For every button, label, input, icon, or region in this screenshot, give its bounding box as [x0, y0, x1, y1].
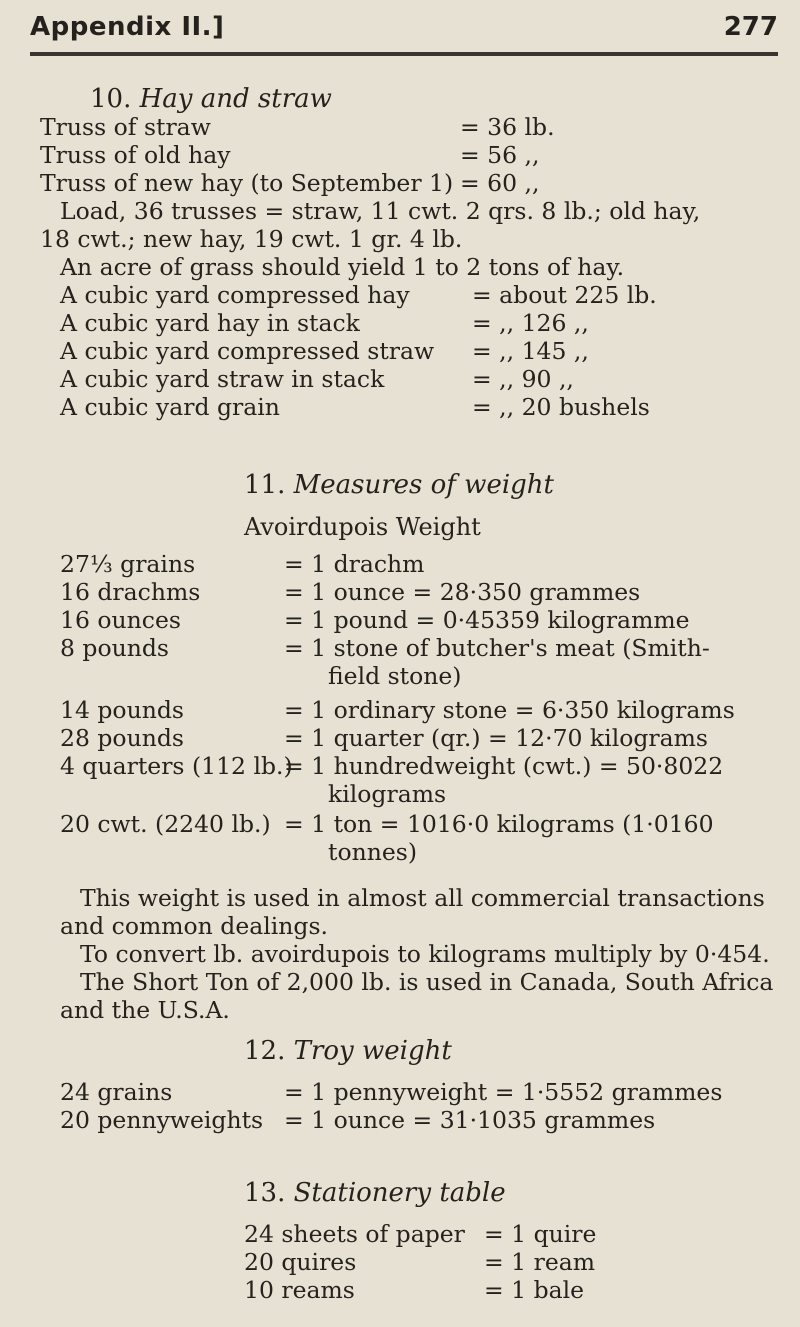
weight-unit: 8 pounds — [60, 634, 169, 662]
weight-unit: 27⅓ grains — [60, 550, 196, 578]
section-12-heading — [244, 1036, 452, 1066]
section-13-heading — [244, 1178, 506, 1208]
weight-equivalent: = 1 ordinary stone = 6·350 kilograms — [284, 696, 735, 724]
weight-equivalent: = 1 drachm — [284, 550, 425, 578]
stationery-equivalent: = 1 ream — [484, 1248, 596, 1276]
weight-equivalent: = 1 ounce = 28·350 grammes — [284, 578, 641, 606]
header-section-label: Appendix II.] — [30, 12, 225, 42]
weight-equivalent: = 1 ton = 1016·0 kilograms (1·0160 — [284, 810, 714, 838]
weight-equivalent-cont: field stone) — [328, 662, 462, 690]
section-11-number: 11. — [244, 470, 286, 500]
stationery-unit: 24 sheets of paper — [244, 1220, 465, 1248]
weight-equivalent: = 1 hundredweight (cwt.) = 50·8022 — [284, 752, 724, 780]
section-10-heading — [90, 84, 332, 114]
avoirdupois-notes — [60, 884, 780, 1024]
weight-unit: 14 pounds — [60, 696, 184, 724]
page-number: 277 — [723, 12, 778, 42]
hay-value: = 60 ,, — [460, 169, 540, 197]
hay-line: 18 cwt.; new hay, 19 cwt. 1 gr. 4 lb. — [40, 225, 463, 253]
running-header — [30, 8, 778, 60]
note-paragraph: This weight is used in almost all commercial transactions and common dealings. — [60, 884, 765, 940]
hay-value: = about 225 lb. — [472, 281, 657, 309]
hay-value: = ,, 145 ,, — [472, 337, 589, 365]
weight-unit: 4 quarters (112 lb.) — [60, 752, 293, 780]
weight-equivalent: = 1 pound = 0·45359 kilogramme — [284, 606, 690, 634]
troy-unit: 20 pennyweights — [60, 1106, 264, 1134]
hay-line: An acre of grass should yield 1 to 2 tons of hay. — [60, 253, 625, 281]
troy-unit: 24 grains — [60, 1078, 173, 1106]
weight-unit: 16 drachms — [60, 578, 201, 606]
stationery-equivalent: = 1 bale — [484, 1276, 585, 1304]
weight-unit: 28 pounds — [60, 724, 184, 752]
stationery-unit: 10 reams — [244, 1276, 355, 1304]
troy-equivalent: = 1 pennyweight = 1·5552 grammes — [284, 1078, 723, 1106]
avoirdupois-subtitle: Avoirdupois Weight — [244, 513, 481, 541]
note-paragraph: To convert lb. avoirdupois to kilograms multiply by 0·454. — [80, 940, 770, 968]
hay-value: = ,, 126 ,, — [472, 309, 589, 337]
weight-equivalent-cont: kilograms — [328, 780, 447, 808]
section-12-number: 12. — [244, 1036, 286, 1066]
hay-line: Truss of old hay — [40, 141, 231, 169]
hay-line: A cubic yard compressed hay — [60, 281, 410, 309]
weight-equivalent: = 1 stone of butcher's meat (Smith- — [284, 634, 710, 662]
hay-value: = ,, 90 ,, — [472, 365, 574, 393]
section-11-title: Measures of weight — [293, 470, 554, 500]
section-10-number: 10. — [90, 84, 132, 114]
hay-line: A cubic yard straw in stack — [60, 365, 385, 393]
hay-line: Load, 36 trusses = straw, 11 cwt. 2 qrs. 8 lb.; old hay, — [60, 197, 701, 225]
section-13-number: 13. — [244, 1178, 286, 1208]
hay-line: Truss of new hay (to September 1) — [40, 169, 454, 197]
hay-value: = 56 ,, — [460, 141, 540, 169]
weight-equivalent-cont: tonnes) — [328, 838, 417, 866]
weight-unit: 20 cwt. (2240 lb.) — [60, 810, 271, 838]
note-paragraph: The Short Ton of 2,000 lb. is used in Canada, South Africa and the U.S.A. — [60, 968, 774, 1024]
hay-line: A cubic yard grain — [60, 393, 280, 421]
weight-equivalent: = 1 quarter (qr.) = 12·70 kilograms — [284, 724, 708, 752]
hay-line: A cubic yard compressed straw — [60, 337, 435, 365]
stationery-unit: 20 quires — [244, 1248, 357, 1276]
section-11-heading — [244, 470, 554, 500]
stationery-equivalent: = 1 quire — [484, 1220, 597, 1248]
section-13-title: Stationery table — [293, 1178, 506, 1208]
header-rule — [30, 52, 778, 56]
hay-line: Truss of straw — [40, 113, 211, 141]
section-12-title: Troy weight — [293, 1036, 452, 1066]
hay-value: = 36 lb. — [460, 113, 555, 141]
troy-equivalent: = 1 ounce = 31·1035 grammes — [284, 1106, 656, 1134]
hay-value: = ,, 20 bushels — [472, 393, 650, 421]
weight-unit: 16 ounces — [60, 606, 181, 634]
section-10-title: Hay and straw — [139, 84, 332, 114]
hay-line: A cubic yard hay in stack — [60, 309, 360, 337]
